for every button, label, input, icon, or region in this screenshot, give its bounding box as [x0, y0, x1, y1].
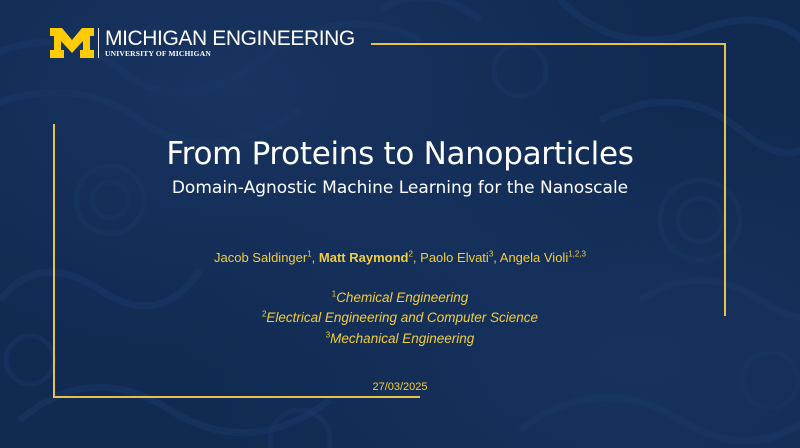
author-presenter	[319, 250, 420, 265]
affiliation-name: Electrical Engineering and Computer Science	[266, 310, 539, 325]
author-affil-sup: 1	[307, 249, 312, 259]
frame-line-bottom	[53, 396, 420, 398]
author-separator: ,	[311, 250, 319, 265]
slide-title: From Proteins to Nanoparticles	[166, 136, 634, 172]
author-name: Angela Violi	[499, 250, 569, 265]
affiliation-name: Mechanical Engineering	[330, 331, 475, 346]
slide-subtitle: Domain-Agnostic Machine Learning for the Nanoscale	[171, 178, 629, 198]
affiliation-name: Chemical Engineering	[336, 290, 469, 305]
author	[420, 250, 500, 265]
logo-wordmark: MICHIGAN ENGINEERING	[105, 26, 355, 50]
author-affil-sup: 1,2,3	[568, 249, 586, 259]
author-separator: ,	[493, 250, 500, 265]
affiliation-sup: 1	[331, 289, 337, 299]
michigan-engineering-logo	[50, 28, 355, 58]
affiliation-chemical-engineering	[0, 289, 800, 307]
block-m-icon	[50, 28, 94, 58]
author-affil-sup: 3	[488, 249, 494, 259]
author-affil-sup: 2	[408, 249, 413, 259]
slide-date: 27/03/2025	[372, 381, 428, 393]
author-name: Matt Raymond	[318, 250, 409, 265]
affiliation-sup: 2	[261, 309, 267, 319]
author	[500, 250, 586, 265]
frame-line-top	[371, 43, 725, 45]
author-name: Jacob Saldinger	[213, 250, 308, 265]
logo-divider	[98, 28, 99, 58]
logo-text	[105, 26, 355, 58]
author-name: Paolo Elvati	[420, 250, 489, 265]
author-list	[0, 249, 800, 267]
logo-subtitle: UNIVERSITY OF MICHIGAN	[105, 48, 211, 58]
affiliation-eecs	[0, 309, 800, 327]
affiliation-sup: 3	[325, 330, 331, 340]
affiliation-mechanical-engineering	[0, 330, 800, 348]
author-separator: ,	[412, 250, 421, 265]
author	[214, 250, 319, 265]
